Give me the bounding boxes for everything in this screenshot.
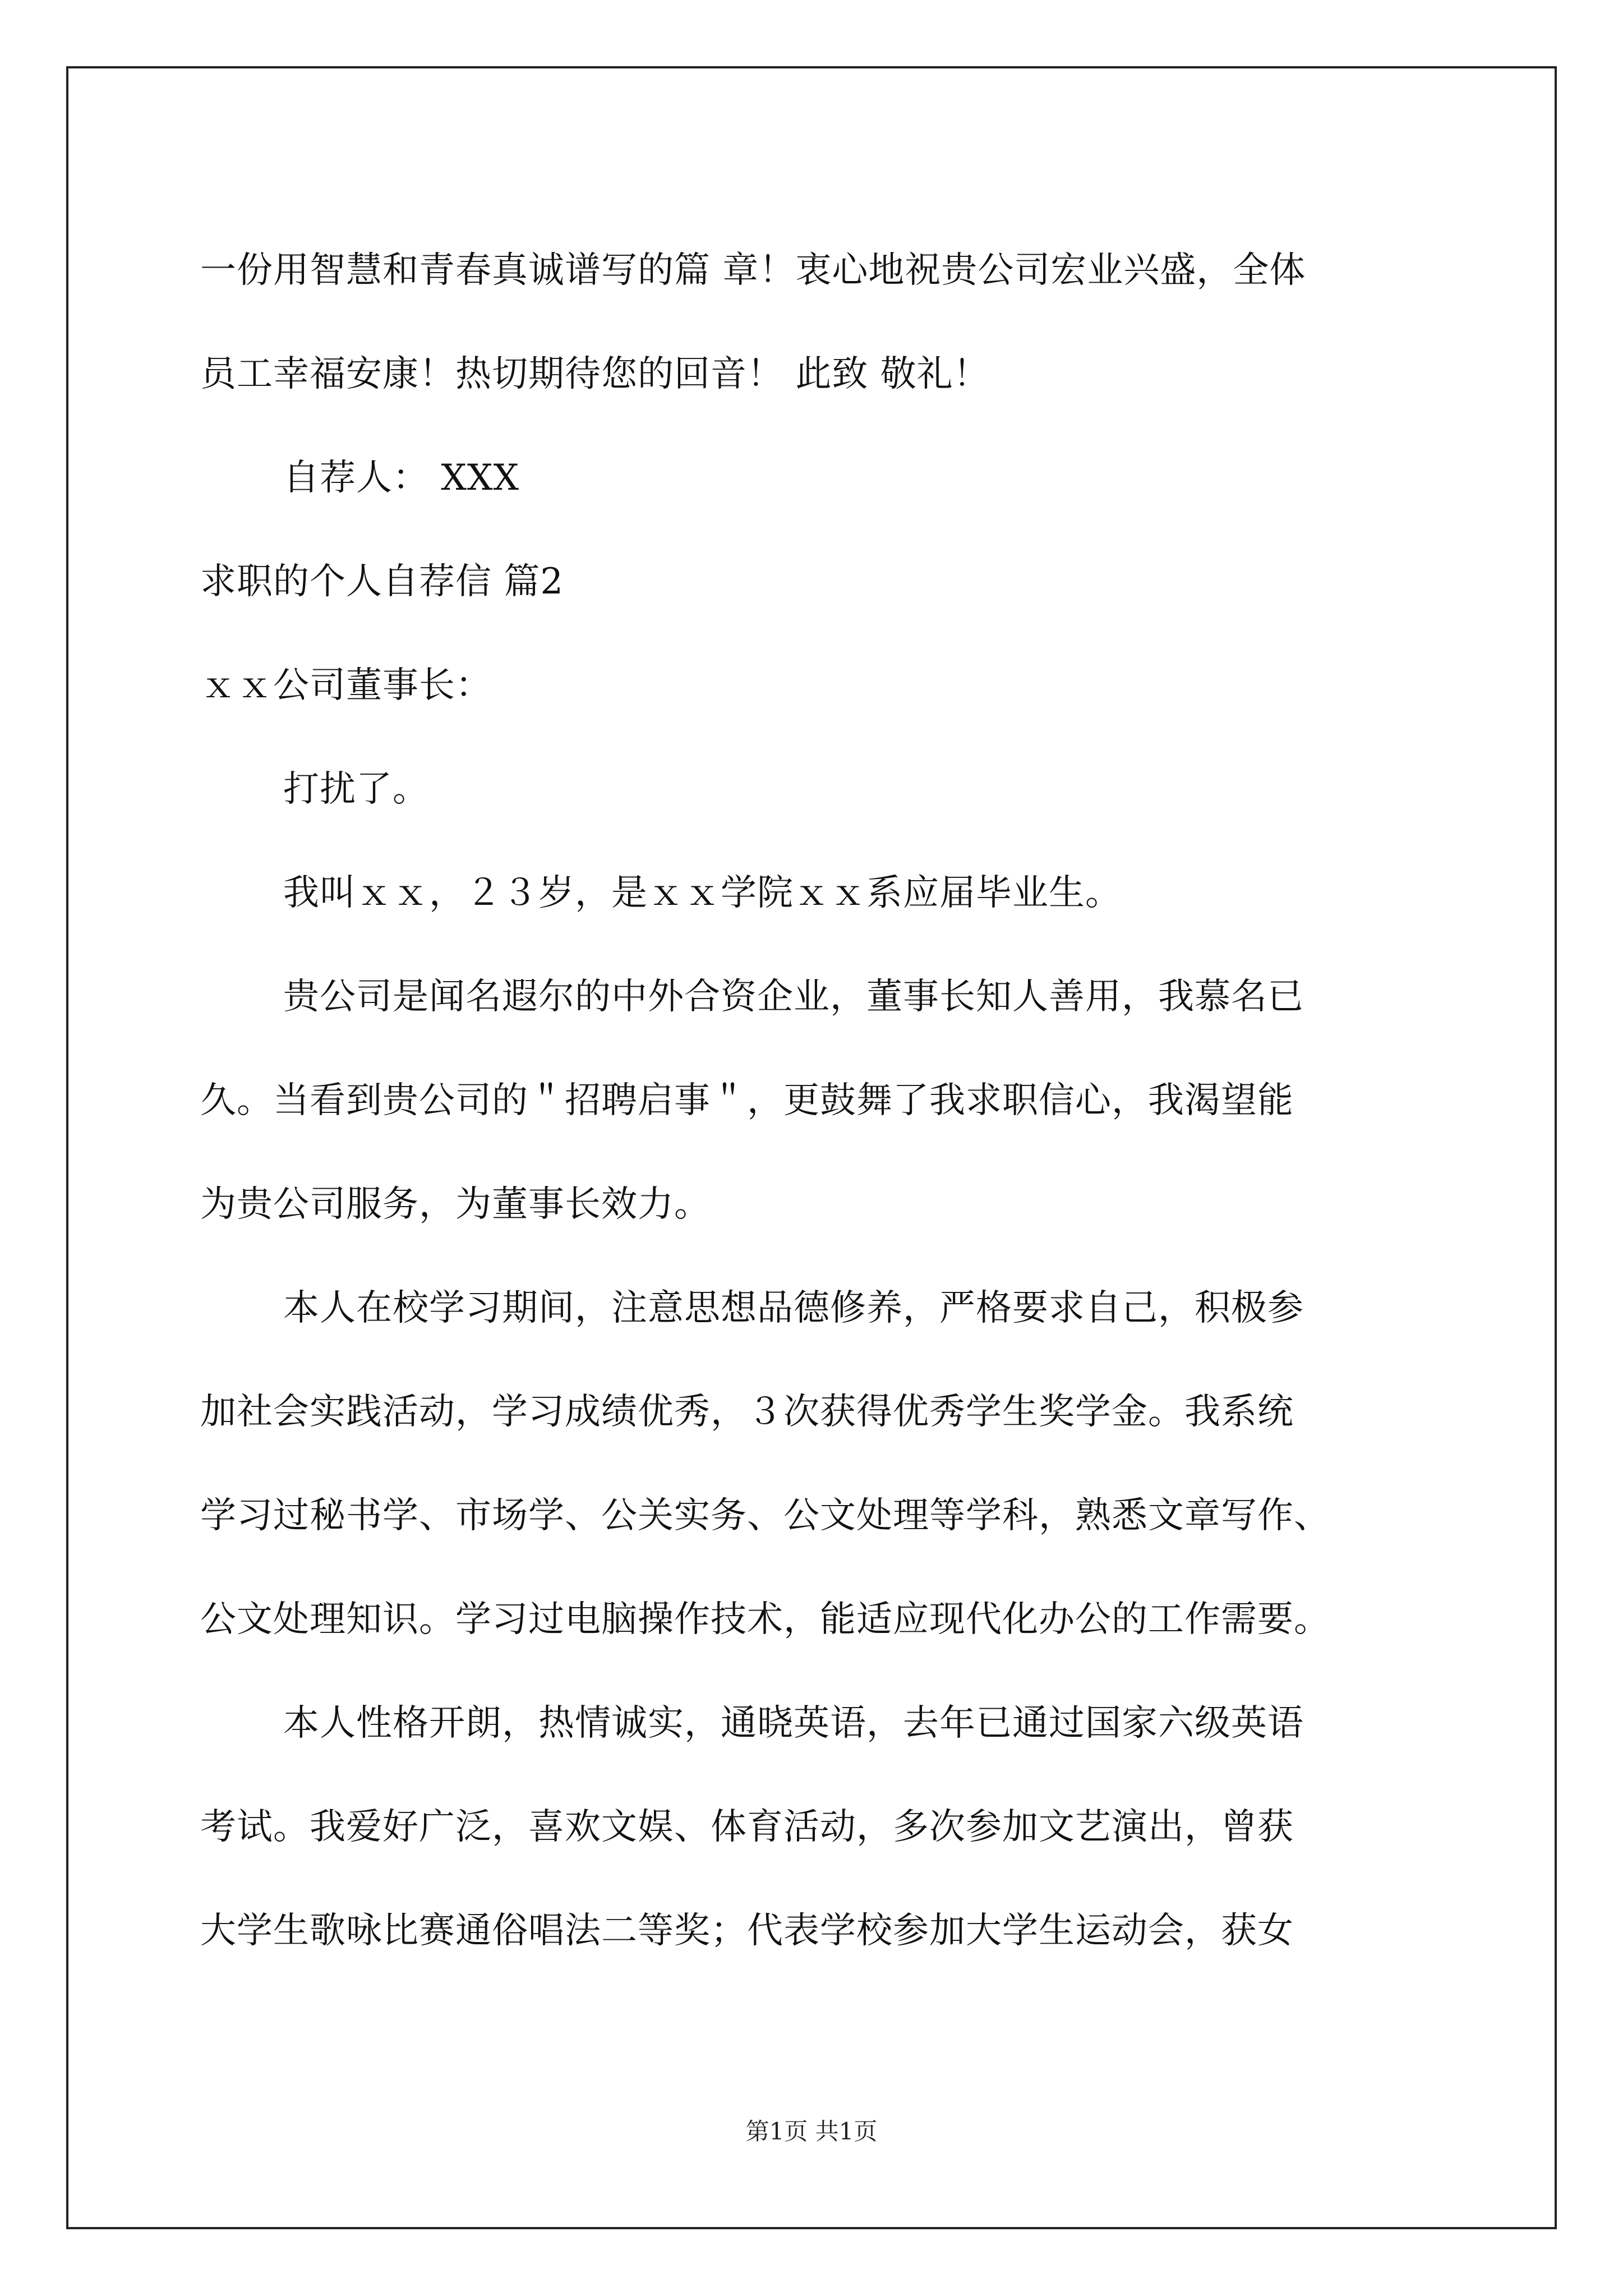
salutation: ｘｘ公司董事长：	[200, 665, 492, 706]
text-line: 公文处理知识。学习过电脑操作技术，能适应现代化办公的工作需要。	[200, 1599, 1330, 1640]
text-line: 本人在校学习期间，注意思想品德修养，严格要求自己，积极参	[283, 1287, 1304, 1329]
text-line: 打扰了。	[283, 769, 429, 810]
section-heading: 求职的个人自荐信 篇2	[200, 561, 564, 602]
text-line: 贵公司是闻名遐尔的中外合资企业，董事长知人善用，我慕名已	[283, 976, 1304, 1018]
text-line: 学习过秘书学、市场学、公关实务、公文处理等学科，熟悉文章写作、	[200, 1495, 1330, 1536]
text-line: 久。当看到贵公司的＂招聘启事＂，更鼓舞了我求职信心，我渴望能	[200, 1080, 1294, 1121]
text-line: 为贵公司服务，为董事长效力。	[200, 1184, 711, 1225]
text-line: 一份用智慧和青春真诚谱写的篇 章！衷心地祝贵公司宏业兴盛，全体	[200, 250, 1306, 291]
text-line: 员工幸福安康！热切期待您的回音！ 此致 敬礼！	[200, 353, 990, 395]
text-line: 加社会实践活动，学习成绩优秀，３次获得优秀学生奖学金。我系统	[200, 1391, 1294, 1433]
text-line: 考试。我爱好广泛，喜欢文娱、体育活动，多次参加文艺演出，曾获	[200, 1806, 1294, 1848]
text-line: 大学生歌咏比赛通俗唱法二等奖；代表学校参加大学生运动会，获女	[200, 1910, 1294, 1952]
text-line: 本人性格开朗，热情诚实，通晓英语，去年已通过国家六级英语	[283, 1703, 1304, 1744]
document-body	[200, 219, 1473, 1983]
signature-line: 自荐人： XXX	[283, 457, 520, 499]
text-line: 我叫ｘｘ，２３岁，是ｘｘ学院ｘｘ系应届毕业生。	[283, 872, 1122, 914]
page-footer: 第1页 共1页	[745, 2118, 878, 2145]
